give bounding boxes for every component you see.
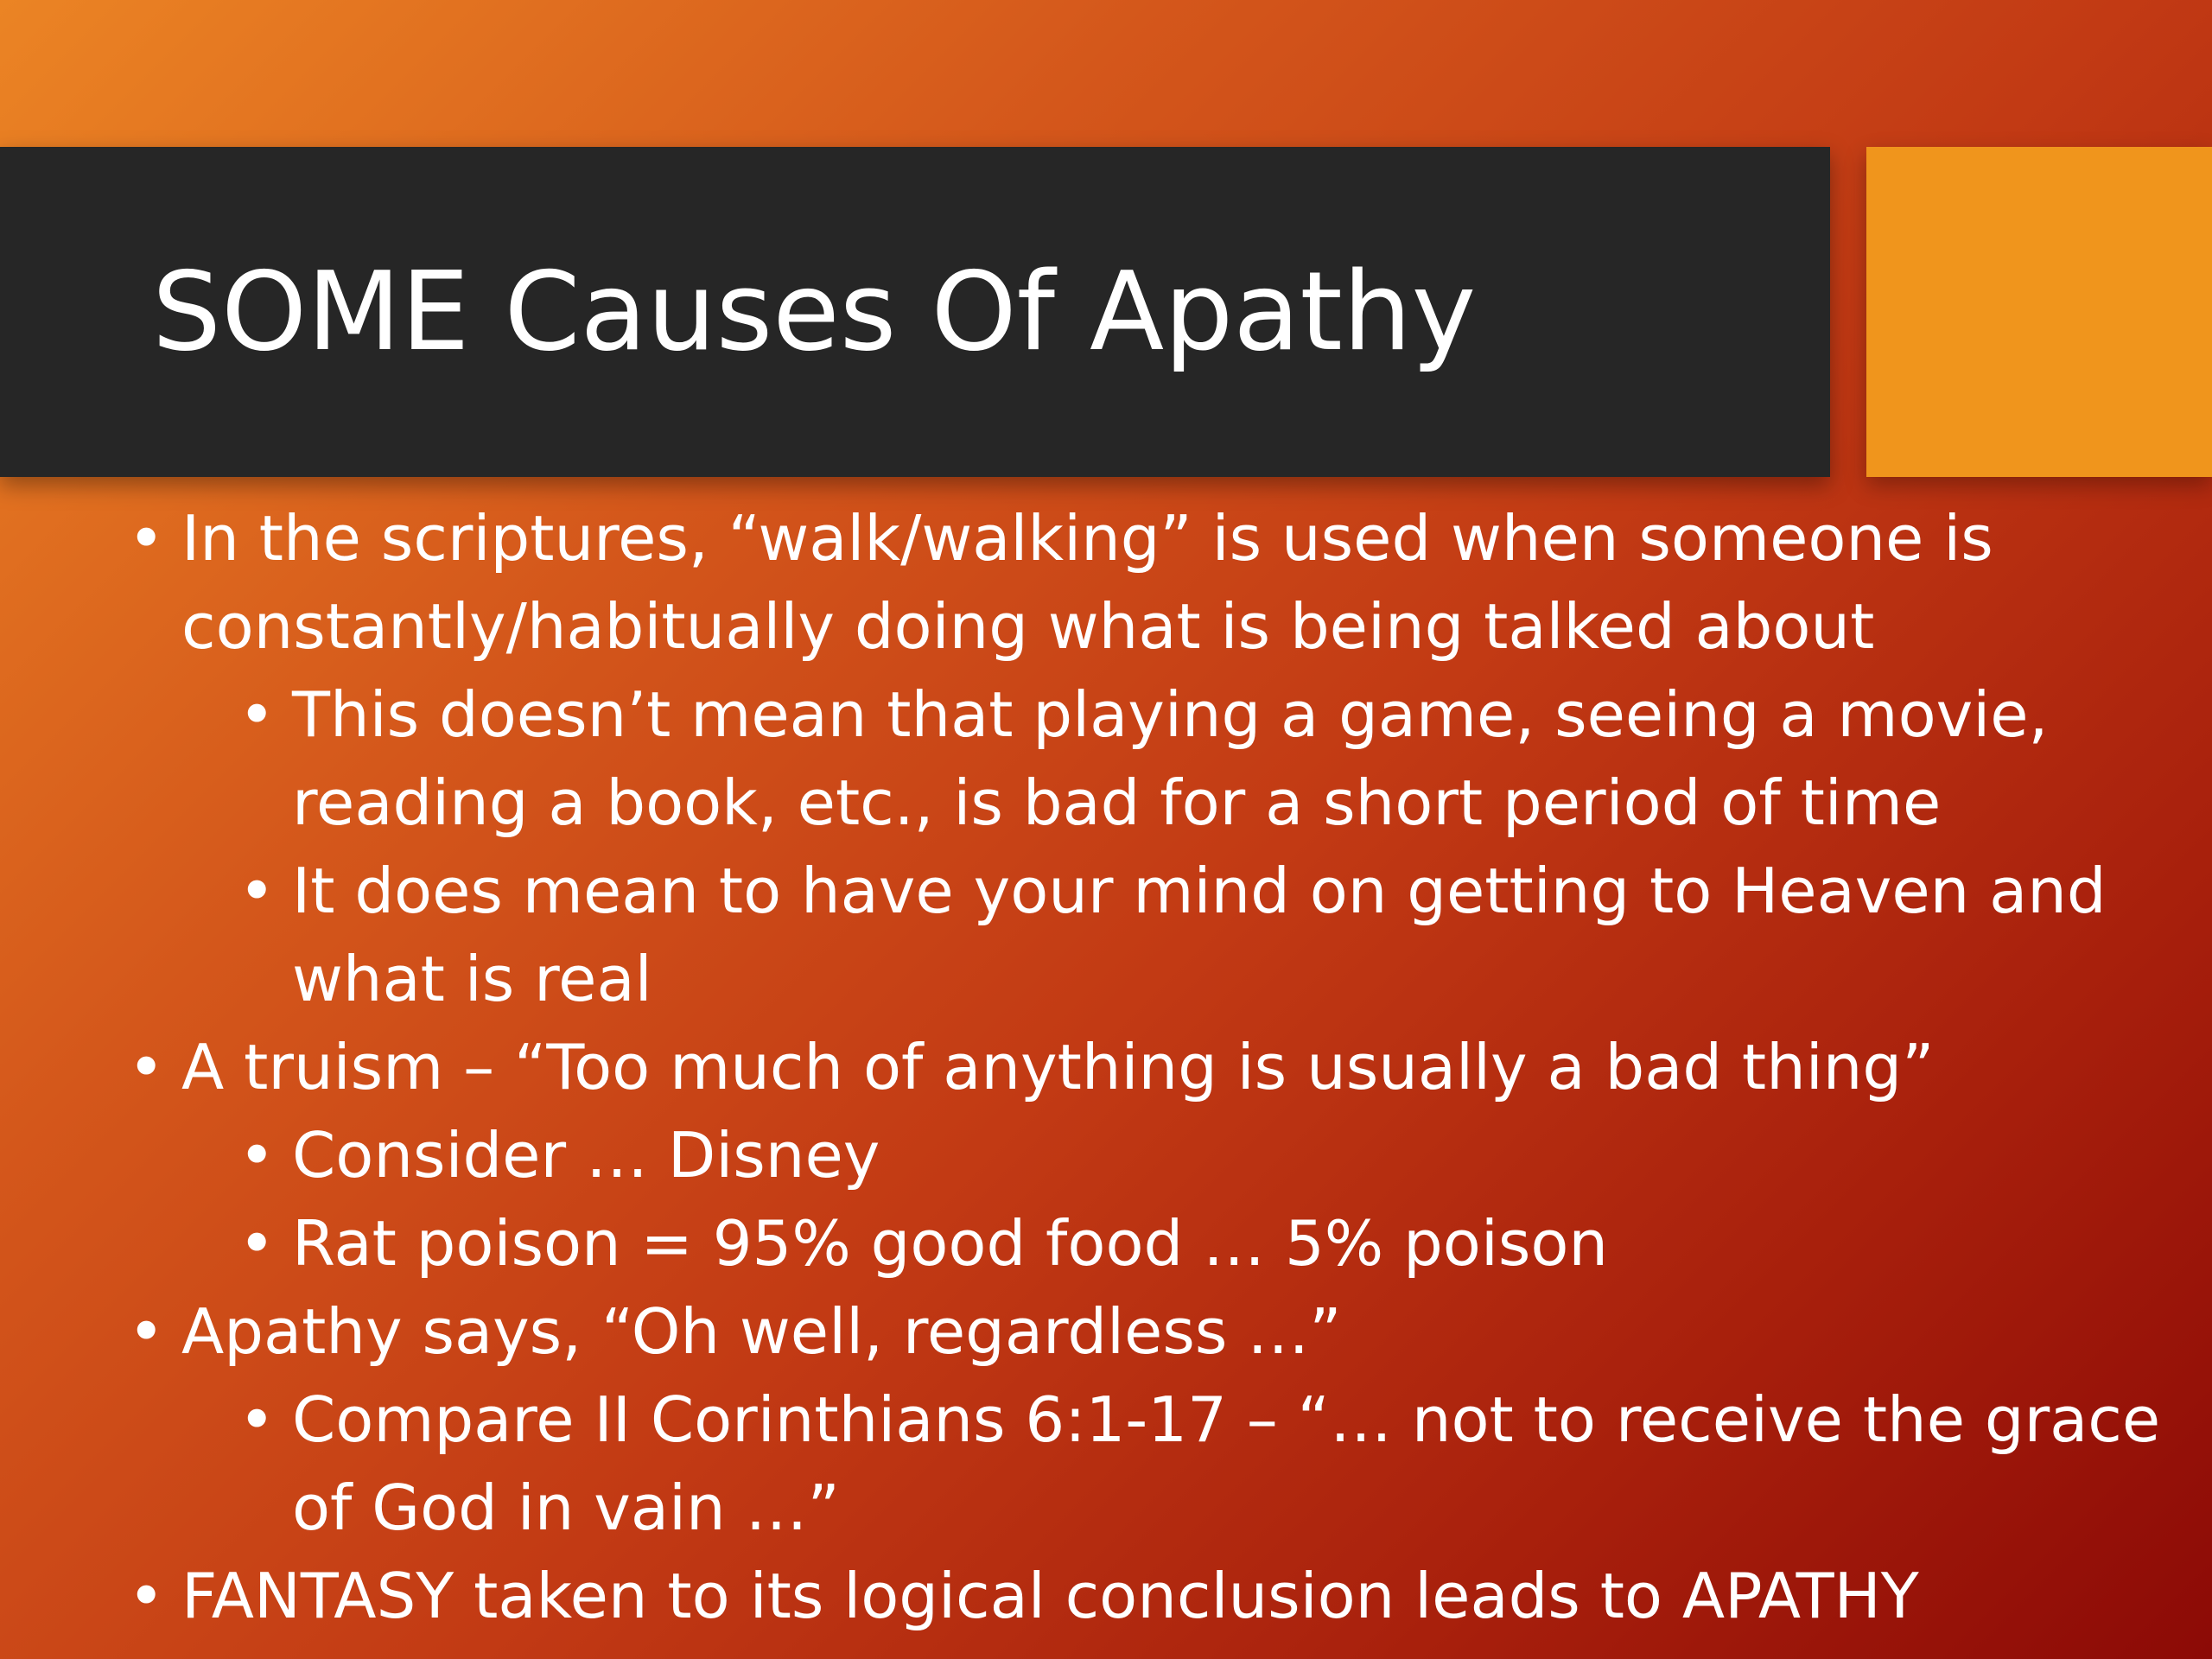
bullet-text: Consider … Disney: [292, 1119, 880, 1192]
bullet-item: [128, 494, 2169, 671]
bullet-item: [128, 1023, 2169, 1111]
bullet-text: This doesn’t mean that playing a game, seeing a movie, reading a book, etc., is bad for a short period of time: [292, 678, 2049, 839]
slide-title: SOME Causes Of Apathy: [152, 248, 1477, 375]
bullet-text: In the scriptures, “walk/walking” is used when someone is constantly/habitually doing what is being talked about: [181, 502, 1993, 663]
sub-bullet-item: [238, 847, 2193, 1023]
bullet-text: It does mean to have your mind on getting to Heaven and what is real: [292, 855, 2107, 1015]
bullet-text: FANTASY taken to its logical conclusion leads to APATHY: [181, 1560, 1919, 1632]
bullet-item: [128, 1552, 2169, 1640]
sub-bullet-item: [238, 1376, 2193, 1552]
bullet-dot: •: [128, 502, 165, 575]
bullet-dot: •: [238, 1119, 276, 1192]
bullet-item: [128, 1287, 2169, 1376]
bullet-text: Compare II Corinthians 6:1-17 – “… not to receive the grace of God in vain …”: [292, 1383, 2161, 1544]
bullet-text: Rat poison = 95% good food … 5% poison: [292, 1207, 1609, 1280]
bullet-text: Apathy says, “Oh well, regardless …”: [181, 1295, 1342, 1368]
bullet-text: A truism – “Too much of anything is usually a bad thing”: [181, 1031, 1935, 1103]
bullet-dot: •: [238, 855, 276, 927]
sub-bullet-item: [238, 671, 2193, 847]
bullet-dot: •: [128, 1295, 165, 1368]
accent-block: [1866, 147, 2212, 477]
sub-bullet-item: [238, 1199, 2193, 1287]
sub-bullet-item: [238, 1111, 2193, 1199]
bullet-list: [0, 494, 2212, 1640]
bullet-dot: •: [128, 1560, 165, 1632]
bullet-dot: •: [238, 1383, 276, 1456]
bullet-dot: •: [128, 1031, 165, 1103]
bullet-dot: •: [238, 678, 276, 751]
title-bar: [0, 147, 1830, 477]
bullet-dot: •: [238, 1207, 276, 1280]
